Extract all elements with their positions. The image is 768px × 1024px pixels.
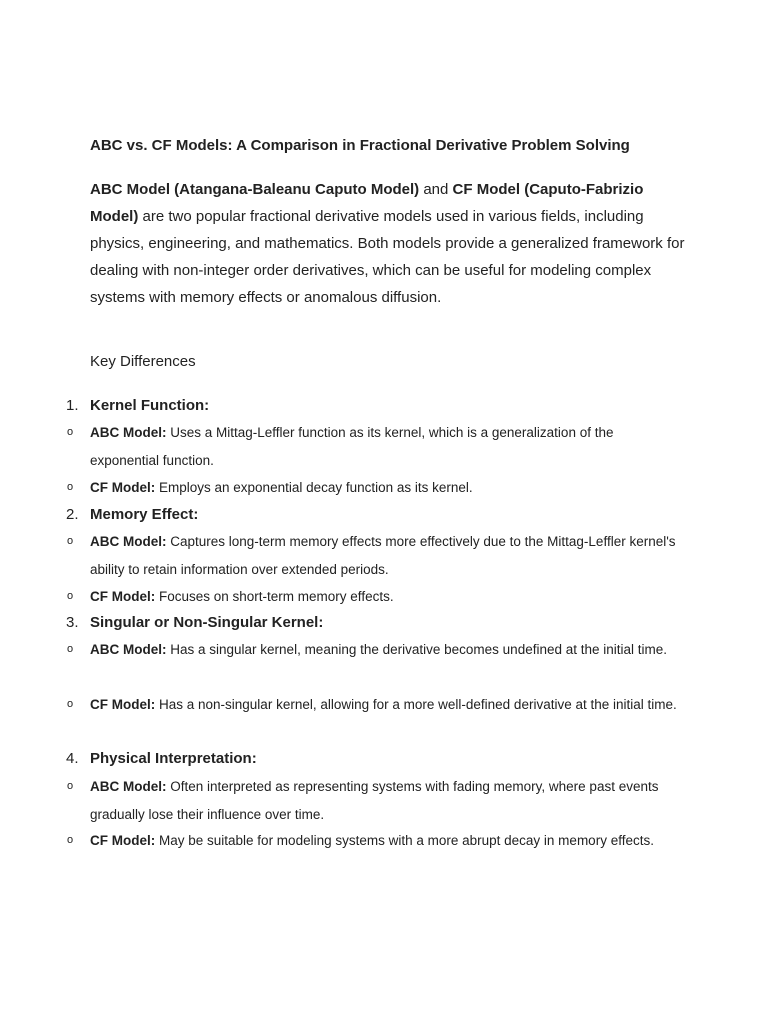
sub-item-label: CF Model:: [90, 589, 156, 604]
list-item-title: Kernel Function:: [90, 397, 210, 414]
sub-item-text: [90, 636, 680, 664]
sub-item-label: CF Model:: [90, 697, 156, 712]
key-differences-heading: Key Differences: [90, 353, 196, 370]
sub-item-body: Has a singular kernel, meaning the derivative becomes undefined at the initial time.: [166, 642, 668, 657]
list-item-number: 4.: [66, 750, 79, 767]
sub-item-text: [90, 419, 680, 474]
bullet-icon: o: [67, 780, 74, 792]
intro-and-word: and: [419, 181, 453, 198]
bullet-icon: o: [67, 698, 74, 710]
sub-item-body: Employs an exponential decay function as its kernel.: [155, 480, 473, 495]
document-title: ABC vs. CF Models: A Comparison in Fractional Derivative Problem Solving: [90, 137, 630, 154]
bullet-icon: o: [67, 590, 74, 602]
sub-item-body: Focuses on short-term memory effects.: [155, 589, 394, 604]
sub-item-body: Uses a Mittag-Leffler function as its kernel, which is a generalization of the exponential function.: [90, 425, 614, 468]
sub-item-label: ABC Model:: [90, 779, 167, 794]
list-item-number: 3.: [66, 614, 79, 631]
sub-item-text: [90, 691, 680, 719]
sub-item-body: May be suitable for modeling systems with a more abrupt decay in memory effects.: [155, 833, 654, 848]
sub-item-label: CF Model:: [90, 480, 156, 495]
bullet-icon: o: [67, 426, 74, 438]
bullet-icon: o: [67, 535, 74, 547]
sub-item-body: Captures long-term memory effects more effectively due to the Mittag-Leffler kernel's ability to retain information over extended periods.: [90, 534, 676, 577]
bullet-icon: o: [67, 481, 74, 493]
list-item-title: Physical Interpretation:: [90, 750, 257, 767]
list-item-number: 2.: [66, 506, 79, 523]
sub-item-label: ABC Model:: [90, 642, 167, 657]
abc-model-name: ABC Model (Atangana-Baleanu Caputo Model): [90, 181, 420, 198]
bullet-icon: o: [67, 643, 74, 655]
sub-item-label: ABC Model:: [90, 425, 167, 440]
sub-item-text: [90, 474, 680, 502]
list-item-title: Memory Effect:: [90, 506, 199, 523]
sub-item-label: ABC Model:: [90, 534, 167, 549]
sub-item-text: [90, 583, 680, 611]
cf-model-name: CF Model (Caputo-Fabrizio Model): [90, 181, 644, 225]
intro-paragraph: [90, 176, 690, 311]
sub-item-body: Often interpreted as representing systems with fading memory, where past events gradually lose their influence over time.: [90, 779, 659, 822]
intro-rest-text: are two popular fractional derivative models used in various fields, including physics, engineering, and mathematics. Both models provide a generalized framework for dealing with non-integer order derivatives, which can be useful for modeling complex systems with memory effects or anomalous diffusion.: [90, 208, 685, 306]
list-item-number: 1.: [66, 397, 79, 414]
sub-item-text: [90, 827, 680, 855]
bullet-icon: o: [67, 834, 74, 846]
sub-item-text: [90, 773, 680, 828]
sub-item-body: Has a non-singular kernel, allowing for a more well-defined derivative at the initial time.: [155, 697, 677, 712]
sub-item-label: CF Model:: [90, 833, 156, 848]
list-item-title: Singular or Non-Singular Kernel:: [90, 614, 324, 631]
sub-item-text: [90, 528, 680, 583]
